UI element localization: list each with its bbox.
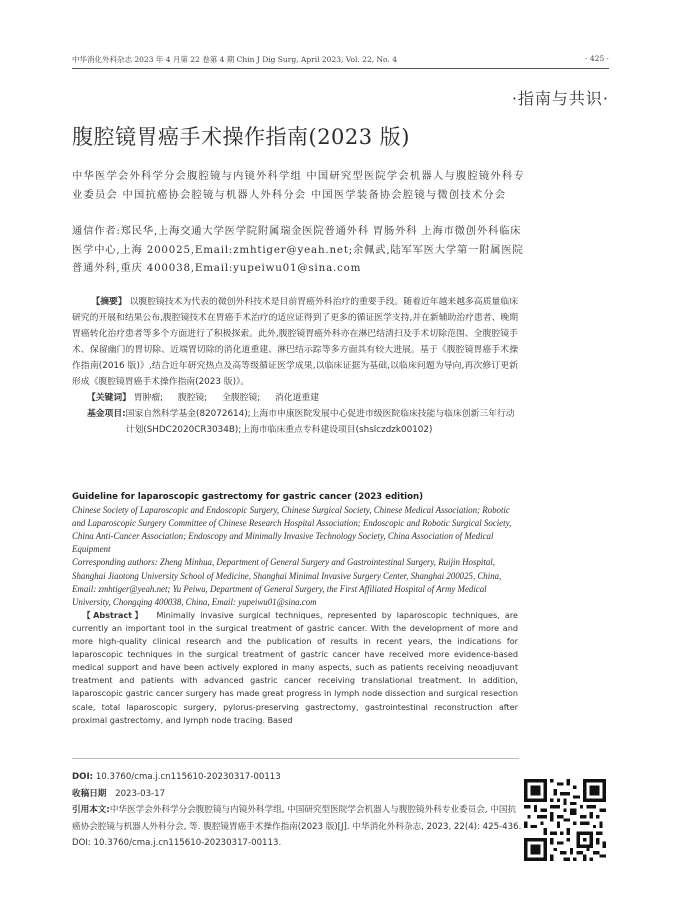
page-number: · 425 · bbox=[585, 54, 609, 63]
citation-text: 中华医学会外科学分会腹腔镜与内镜外科学组, 中国研究型医院学会机器人与腹腔镜外科专业委员会, 中国抗癌协会腔镜与机器人外科分会, 等. 腹腔镜胃癌手术操作指南(2023 版)[J]. 中华消化外科杂志, 2023, 22(4): 425-436. DOI: 10.3760/cma.j.cn115610-20230317-00113. bbox=[72, 805, 522, 849]
english-abstract bbox=[72, 609, 518, 727]
corresponding-authors-cn: 通信作者:郑民华,上海交通大学医学院附属瑞金医院普通外科 胃肠外科 上海市微创外科临床医学中心,上海 200025,Email:zmhtiger@yeah.net;余佩武,陆军军医大学第一附属医院普通外科,重庆 400038,Email:yupeiwu01@sina.com bbox=[72, 225, 524, 274]
english-title: Guideline for laparoscopic gastrectomy for gastric cancer (2023 edition) bbox=[72, 492, 424, 502]
english-abstract-label: 【Abstract】 bbox=[82, 609, 146, 620]
citation-label: 引用本文: bbox=[72, 805, 110, 816]
footer-rule bbox=[72, 758, 519, 759]
article-title: 腹腔镜胃癌手术操作指南(2023 版) bbox=[72, 125, 411, 149]
keyword: 腹腔镜; bbox=[177, 393, 208, 403]
citation-line bbox=[72, 802, 523, 852]
doi-line bbox=[72, 769, 523, 786]
funding-cn-label: 基金项目: bbox=[86, 409, 126, 419]
english-authors: Chinese Society of Laparoscopic and Endoscopic Surgery, Chinese Surgical Society, Chinese Medical Association; Robotic and Laparoscopic Surgery Committee of Chinese Research Hospital Association; Endoscopic and Robotic Surgical Society, China Anti-Cancer Association; Endoscopy and Minimally Invasive Technology Society, China Association of Medical Equipment bbox=[72, 505, 512, 555]
keywords-cn-label: 【关键词】 bbox=[86, 393, 131, 403]
running-head bbox=[72, 54, 609, 65]
abstract-cn-text: 以腹腔镜技术为代表的微创外科技术是目前胃癌外科治疗的重要手段。随着近年越来越多高质量临床研究的开展和结果公布,腹腔镜技术在胃癌手术治疗的适应证得到了更多的循证医学支持,并在新辅助治疗患者、晚期胃癌转化治疗患者等多个方面进行了积极探索。此外,腹腔镜胃癌外科亦在淋巴结清扫及手术切除范围、全腹腔镜手术、保留幽门的胃切除、近端胃切除的消化道重建、淋巴结示踪等多方面具有较大进展。基于《腹腔镜胃癌手术操作指南(2016 版)》,结合近年研究热点及高等级循证医学成果,以临床证据为基础,以临床问题为导向,再次修订更新形成《腹腔镜胃癌手术操作指南(2023 版)》。 bbox=[72, 297, 518, 387]
doi-value[interactable]: 10.3760/cma.j.cn115610-20230317-00113 bbox=[95, 772, 281, 782]
keyword: 胃肿瘤; bbox=[133, 393, 164, 403]
header-rule bbox=[72, 68, 609, 69]
english-abstract-text: Minimally invasive surgical techniques, represented by laparoscopic techniques, are currently an important tool in the surgical treatment of gastric cancer. With the development of more and more high-quality clinical research and the publication of results in recent years, the indications for laparoscopic techniques in the surgical treatment of gastric cancer have received more evidence-based medical support and have been actively explored in many aspects, such as patients receiving neoadjuvant treatment and patients with advanced gastric cancer receiving translational treatment. In addition, laparoscopic gastric cancer surgery has made great progress in lymph node dissection and surgical resection scale, total laparoscopic surgery, pylorus-preserving gastrectomy, gastrointestinal reconstruction after proximal gastrectomy, and lymph node tracing. Based bbox=[72, 609, 518, 725]
english-corresponding: Corresponding authors: Zheng Minhua, Department of General Surgery and Gastrointestinal Surgery, Ruijin Hospital, Shanghai Jiaotong University School of Medicine, Shanghai Minimal Invasive Surgery Center, Shanghai 200025, China, Email: zmhtiger@yeah.net; Yu Peiwu, Department of General Surgery, the First Affiliated Hospital of Army Medical University, Chongqing 400038, China, Email: yupeiwu01@sina.com bbox=[72, 557, 502, 607]
keyword: 全腹腔镜; bbox=[222, 393, 261, 403]
keyword: 消化道重建 bbox=[275, 393, 320, 403]
journal-info: 中华消化外科杂志 2023 年 4 月第 22 卷第 4 期 Chin J Dig Surg, April 2023, Vol. 22, No. 4 bbox=[72, 55, 397, 64]
qr-code-icon[interactable] bbox=[524, 779, 606, 861]
abstract-cn bbox=[72, 294, 518, 390]
article-footer bbox=[72, 769, 523, 852]
column-label: ·指南与共识· bbox=[511, 89, 609, 108]
funding-cn bbox=[72, 406, 518, 438]
doi-label: DOI: bbox=[72, 772, 94, 782]
abstract-cn-label: 【摘要】 bbox=[91, 297, 127, 307]
keywords-cn bbox=[72, 390, 518, 406]
received-date: 2023-03-17 bbox=[115, 788, 166, 799]
received-line bbox=[72, 786, 523, 803]
funding-cn-text: 国家自然科学基金(82072614);上海市申康医院发展中心促进市级医院临床技能与临床创新三年行动计划(SHDC2020CR3034B);上海市临床重点专科建设项目(shslczdzk00102) bbox=[125, 409, 515, 435]
chinese-abstract-block bbox=[72, 294, 518, 438]
authors-cn: 中华医学会外科学分会腹腔镜与内镜外科学组 中国研究型医院学会机器人与腹腔镜外科专业委员会 中国抗癌协会腔镜与机器人外科分会 中国医学装备协会腔镜与微创技术分会 bbox=[72, 170, 525, 201]
english-block bbox=[72, 491, 518, 727]
received-label: 收稿日期 bbox=[72, 788, 107, 799]
